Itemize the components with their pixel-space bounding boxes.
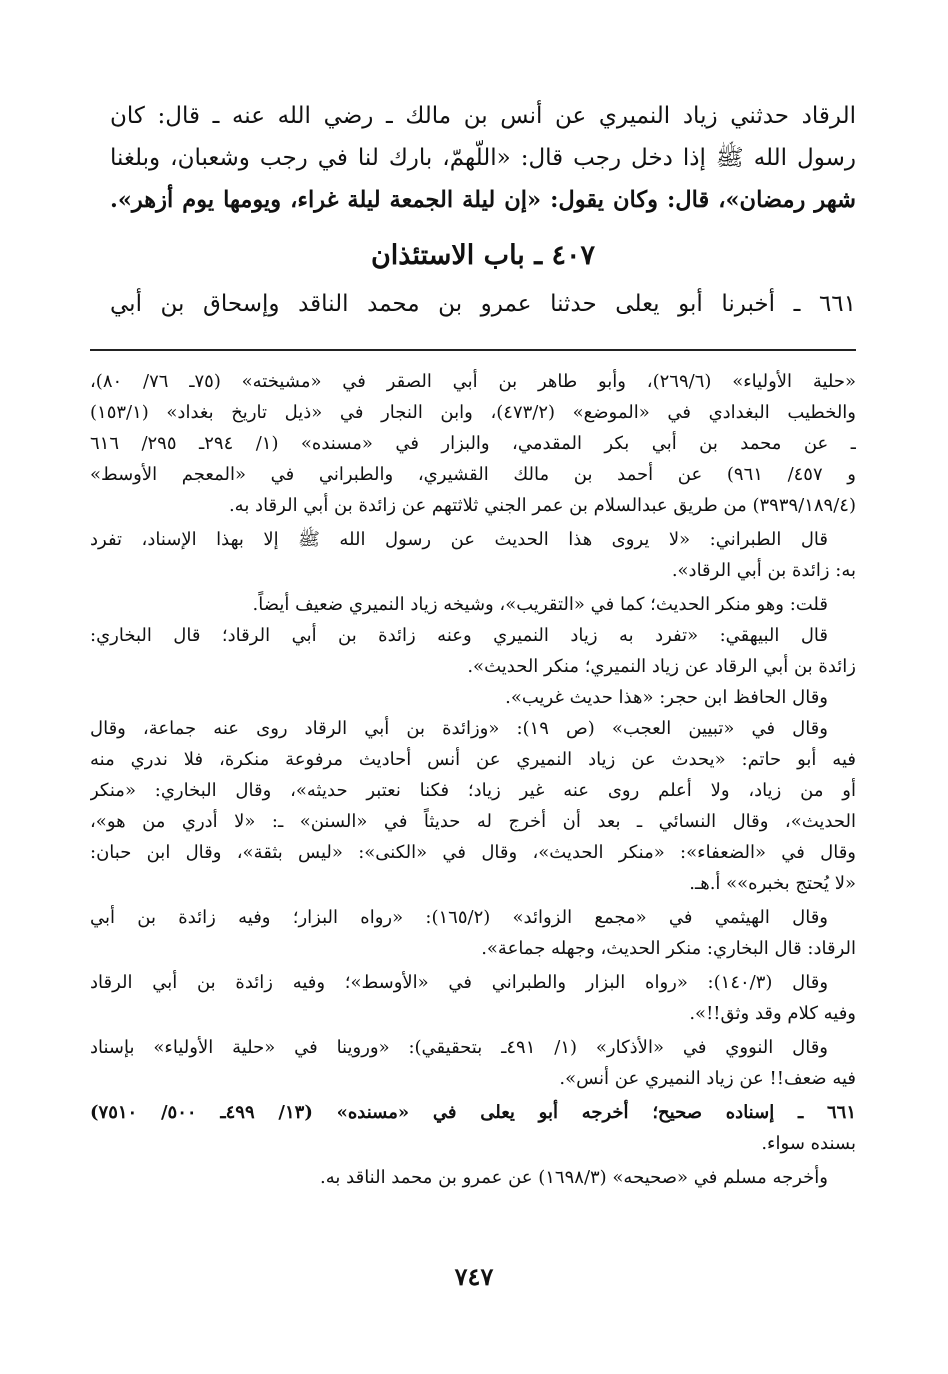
footnote-line: «لا يُحتج بخبره»» أ.هـ.: [689, 873, 856, 894]
footnote-line: ٦٦١ ـ إسناده صحيح؛ أخرجه أبو يعلى في «مسنده» (١٣/ ٤٩٩ـ ٥٠٠/ ٧٥١٠): [90, 1102, 856, 1123]
footnote-line: «حلية الأولياء» (٢٦٩/٦)، وأبو طاهر بن أبي الصقر في «مشيخته» (٧٥ـ ٧٦/ ٨٠)،: [90, 371, 856, 392]
footnote-line: فيه ضعف!! عن زياد النميري عن أنس».: [559, 1068, 856, 1089]
footnote-line: وقال (١٤٠/٣): «رواه البزار والطبراني في «الأوسط»؛ وفيه زائدة بن أبي الرقاد: [90, 972, 829, 993]
footnote-line: أو من زياد، ولا أعلم روى عنه غير زياد؛ فكنا نعتبر حديثه»، وقال البخاري: «منكر: [90, 780, 856, 801]
footnote-line: قال الطبراني: «لا يروى هذا الحديث عن رسول الله ﷺ إلا بهذا الإسناد، تفرد: [90, 529, 828, 550]
footnote-line: به: زائدة بن أبي الرقاد».: [671, 560, 856, 581]
footnote-line: فيه أبو حاتم: «يحدث عن زياد النميري عن أنس أحاديث مرفوعة منكرة، فلا ندري منه: [90, 749, 856, 770]
footnote-line: قلت: وهو منكر الحديث؛ كما في «التقريب»، وشيخه زياد النميري ضعيف أيضاً.: [252, 594, 828, 615]
chapter-heading: ٤٠٧ ـ باب الاستئذان: [370, 240, 596, 271]
footnote-line: وفيه كلام وقد وثق!!».: [689, 1003, 856, 1024]
footnotes: [90, 366, 856, 1193]
footnote-line: وأخرجه مسلم في «صحيحه» (١٦٩٨/٣) عن عمرو بن محمد الناقد به.: [320, 1167, 828, 1188]
footnote-divider: [90, 349, 856, 351]
footnote-line: وقال الهيثمي في «مجمع الزوائد» (١٦٥/٢): «رواه البزار؛ وفيه زائدة بن أبي: [90, 907, 828, 928]
footnote-line: والخطيب البغدادي في «الموضع» (٤٧٣/٢)، وابن النجار في «ذيل تاريخ بغداد» (١٥٣/١): [90, 402, 856, 423]
footnote-line: وقال في «تبيين العجب» (ص ١٩): «وزائدة بن أبي الرقاد روى عنه جماعة، وقال: [90, 718, 828, 739]
footnote-line: وقال في «الضعفاء»: «منكر الحديث»، وقال في «الكنى»: «ليس بثقة»، وقال ابن حبان:: [90, 842, 856, 863]
main-line: رسول الله ﷺ إذا دخل رجب قال: «اللّهمّ، بارك لنا في رجب وشعبان، وبلغنا: [110, 145, 856, 171]
hadith-text: [110, 283, 856, 325]
footnote-line: قال البيهقي: «تفرد به زياد النميري وعنه زائدة بن أبي الرقاد؛ قال البخاري:: [90, 625, 828, 646]
main-line: شهر رمضان»، قال: وكان يقول: «إن ليلة الجمعة ليلة غراء، ويومها يوم أزهر».: [110, 187, 856, 213]
page-number: ٧٤٧: [454, 1262, 494, 1291]
footnote-line: وقال النووي في «الأذكار» (١/ ٤٩١ـ بتحقيقي): «وروينا في «حلية الأولياء» بإسناد: [90, 1037, 828, 1058]
hadith-line: ٦٦١ ـ أخبرنا أبو يعلى حدثنا عمرو بن محمد الناقد وإسحاق بن أبي: [110, 291, 856, 317]
footnote-line: بسنده سواء.: [761, 1133, 856, 1154]
main-text: [110, 95, 856, 221]
footnote-line: الرقاد: قال البخاري: منكر الحديث، وجهله جماعة».: [481, 938, 856, 959]
main-line: الرقاد حدثني زياد النميري عن أنس بن مالك ـ رضي الله عنه ـ قال: كان: [110, 103, 856, 129]
footnote-line: ـ عن محمد بن أبي بكر المقدمي، والبزار في «مسنده» (١/ ٢٩٤ـ ٢٩٥/ ٦١٦: [90, 433, 856, 454]
footnote-line: و ٤٥٧/ ٩٦١) عن أحمد بن مالك القشيري، والطبراني في «المعجم الأوسط»: [90, 464, 856, 485]
footnote-line: (٣٩٣٩/١٨٩/٤) من طريق عبدالسلام بن عمر الجني ثلاثتهم عن زائدة بن أبي الرقاد به.: [228, 495, 856, 516]
footnote-line: الحديث»، وقال النسائي ـ بعد أن أخرج له حديثاً في «السنن» ـ: «لا أدري من هو»،: [90, 811, 856, 832]
footnote-line: زائدة بن أبي الرقاد عن زياد النميري؛ منكر الحديث».: [467, 656, 856, 677]
footnote-line: وقال الحافظ ابن حجر: «هذا حديث غريب».: [505, 687, 828, 708]
